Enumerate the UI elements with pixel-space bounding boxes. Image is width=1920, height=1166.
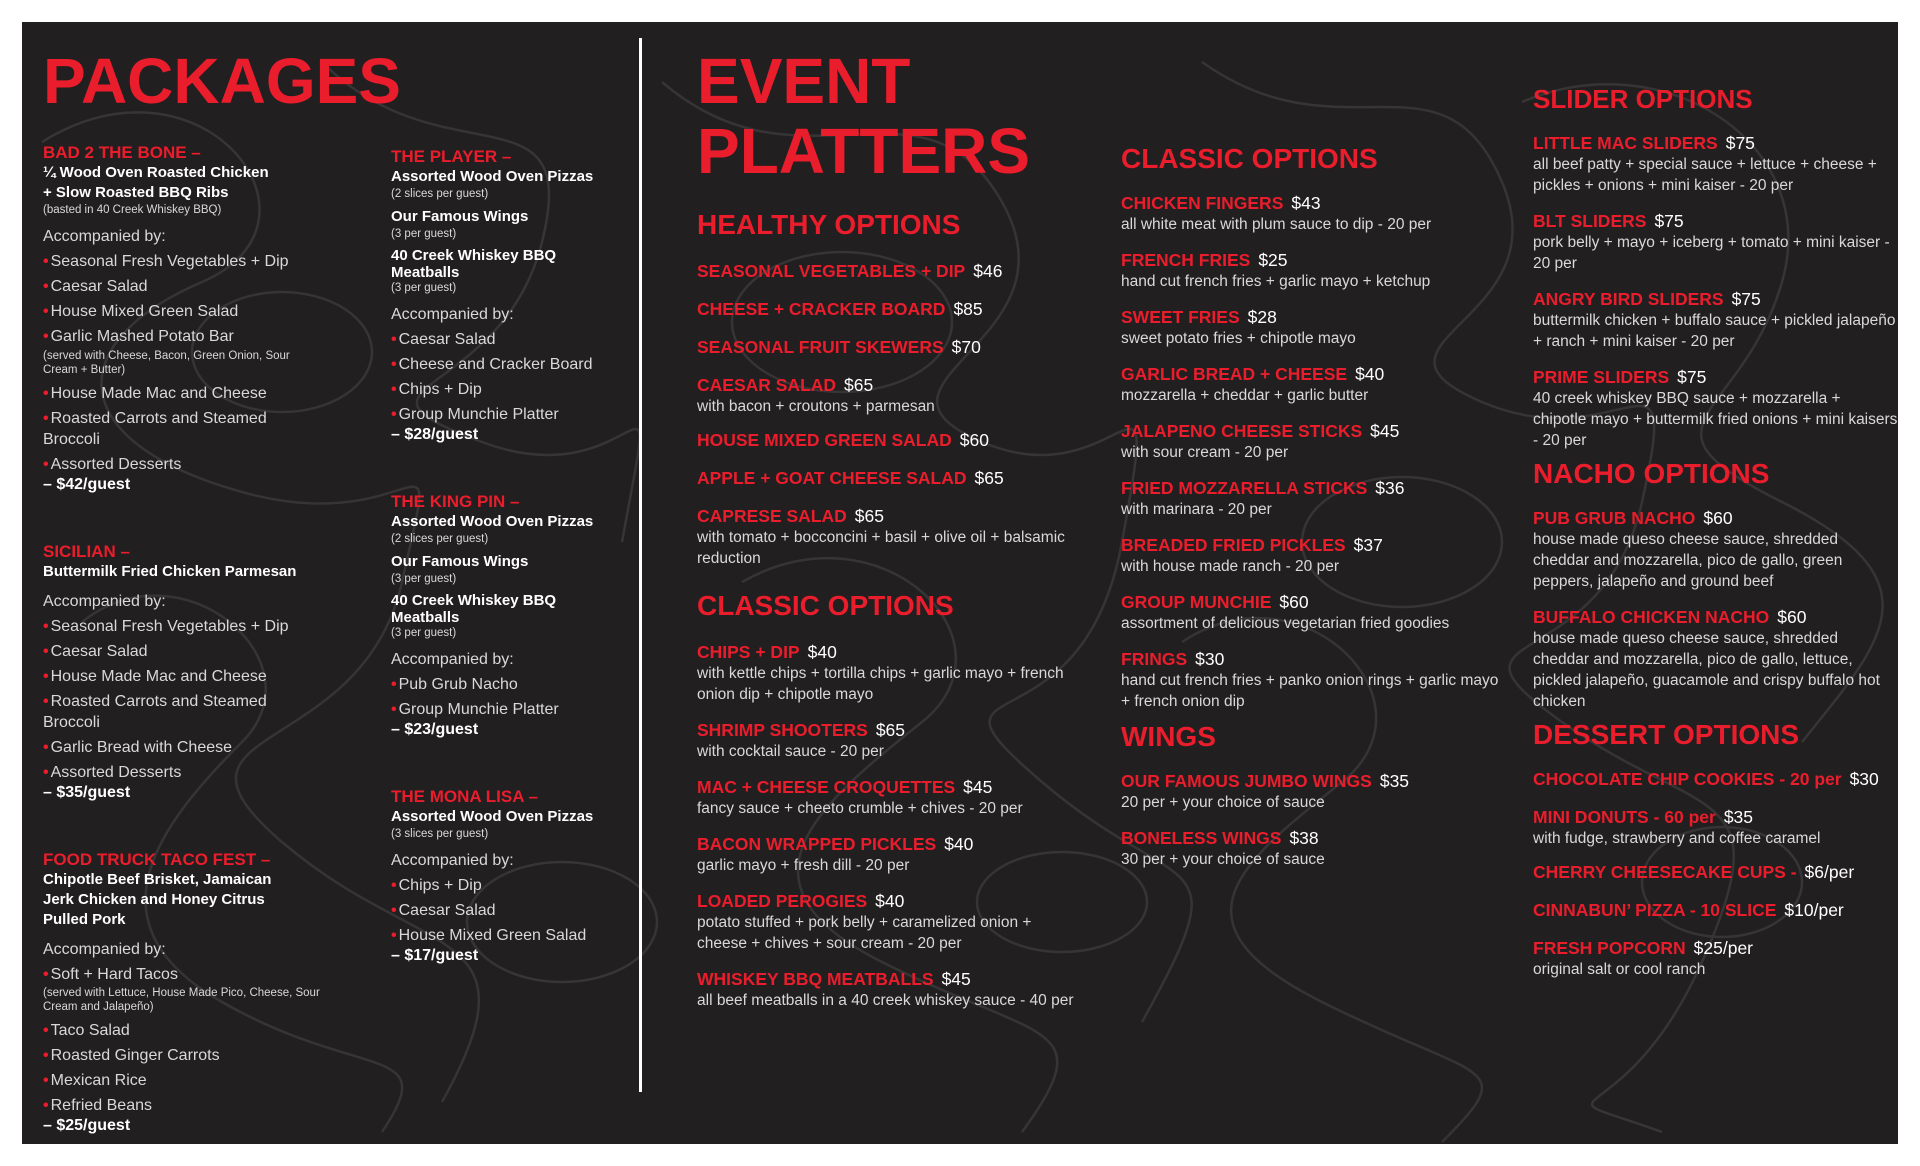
package-main-line: Assorted Wood Oven Pizzas xyxy=(391,513,594,530)
menu-item-name: MAC + CHEESE CROQUETTES xyxy=(697,777,956,797)
menu-item-price: $30 xyxy=(1195,649,1225,669)
menu-item xyxy=(697,968,1077,1011)
list-item: • Garlic Mashed Potato Bar xyxy=(43,328,234,345)
menu-item-description: 40 creek whiskey BBQ sauce + mozzarella + chipotle mayo + buttermilk fried onions + mini kaisers - 20 per xyxy=(1533,390,1898,449)
package-name: THE PLAYER – xyxy=(391,147,512,166)
packages-column-left xyxy=(43,45,401,1136)
menu-item-list xyxy=(1533,507,1898,712)
list-item: • Roasted Carrots and Steamed Broccoli xyxy=(43,410,267,448)
menu-item-description: 20 per + your choice of sauce xyxy=(1121,794,1325,811)
list-item: • Assorted Desserts xyxy=(43,456,182,473)
menu-item-price: $70 xyxy=(951,337,981,357)
menu-item-name: FRIED MOZZARELLA STICKS xyxy=(1121,478,1368,498)
menu-item-title-line xyxy=(1533,768,1898,790)
menu-item-name: OUR FAMOUS JUMBO WINGS xyxy=(1121,771,1372,791)
menu-item xyxy=(697,890,1077,954)
menu-item xyxy=(697,641,1077,705)
menu-item-description: with tomato + bocconcini + basil + olive oil + balsamic reduction xyxy=(697,529,1065,567)
section-heading: WINGS xyxy=(1121,721,1216,752)
list-item: • Refried Beans xyxy=(43,1097,152,1114)
menu-item-description: with fudge, strawberry and coffee caramel xyxy=(1533,830,1821,847)
menu-item-description: hand cut french fries + garlic mayo + ketchup xyxy=(1121,273,1431,290)
menu-item xyxy=(697,260,1077,282)
menu-item-description: with sour cream - 20 per xyxy=(1121,444,1289,461)
list-item: • Caesar Salad xyxy=(43,643,148,660)
menu-item xyxy=(1533,937,1898,980)
menu-item-price: $25/per xyxy=(1693,938,1754,958)
menu-item-name: HOUSE MIXED GREEN SALAD xyxy=(697,430,952,450)
menu-item-name: BLT SLIDERS xyxy=(1533,211,1647,231)
list-item: • House Mixed Green Salad xyxy=(43,303,239,320)
menu-item xyxy=(1533,210,1898,274)
menu-item-name: SWEET FRIES xyxy=(1121,307,1240,327)
menu-item-price: $75 xyxy=(1731,289,1761,309)
menu-item-description: original salt or cool ranch xyxy=(1533,961,1706,978)
column-divider xyxy=(639,38,642,1092)
section-heading: HEALTHY OPTIONS xyxy=(697,209,961,240)
menu-item-description: all beef patty + special sauce + lettuce + cheese + pickles + onions + mini kaiser - 20 per xyxy=(1533,156,1877,194)
menu-item xyxy=(1533,768,1898,790)
menu-item-name: CHEESE + CRACKER BOARD xyxy=(697,299,946,319)
package-main-line: ¼ Wood Oven Roasted Chicken xyxy=(43,164,269,181)
menu-item-price: $85 xyxy=(953,299,983,319)
package-name: THE MONA LISA – xyxy=(391,787,539,806)
menu-item-price: $40 xyxy=(875,891,905,911)
nacho-options-section xyxy=(1533,457,1898,712)
menu-item xyxy=(1121,477,1501,520)
classic-options-section xyxy=(697,589,1077,1011)
menu-item-list xyxy=(1121,192,1501,712)
menu-item-price: $60 xyxy=(1279,592,1309,612)
menu-item xyxy=(1121,534,1501,577)
package-price: – $35/guest xyxy=(43,784,131,801)
menu-item xyxy=(1121,192,1501,235)
menu-item-price: $43 xyxy=(1291,193,1321,213)
menu-item xyxy=(1121,770,1501,813)
accompanied-label: Accompanied by: xyxy=(43,593,166,610)
menu-item-name: GARLIC BREAD + CHEESE xyxy=(1121,364,1348,384)
menu-item-name: PRIME SLIDERS xyxy=(1533,367,1670,387)
package-name: BAD 2 THE BONE – xyxy=(43,143,201,162)
menu-item-name: WHISKEY BBQ MEATBALLS xyxy=(697,969,934,989)
menu-item xyxy=(1533,899,1898,921)
menu-item-price: $75 xyxy=(1677,367,1707,387)
accompanied-label: Accompanied by: xyxy=(391,852,514,869)
menu-item-name: FRENCH FRIES xyxy=(1121,250,1251,270)
menu-item-title-line xyxy=(697,641,1077,663)
menu-item-name: SEASONAL FRUIT SKEWERS xyxy=(697,337,944,357)
menu-item xyxy=(697,719,1077,762)
menu-item xyxy=(1533,288,1898,352)
menu-item-description: all beef meatballs in a 40 creek whiskey sauce - 40 per xyxy=(697,992,1074,1009)
list-item: • Caesar Salad xyxy=(391,331,496,348)
packages-column-right xyxy=(391,146,621,966)
menu-item-description: pork belly + mayo + iceberg + tomato + mini kaiser - 20 per xyxy=(1533,234,1890,272)
menu-item-price: $45 xyxy=(941,969,971,989)
menu-item-title-line xyxy=(1121,249,1501,271)
list-item: • Caesar Salad xyxy=(43,278,148,295)
menu-item-name: MINI DONUTS - 60 per xyxy=(1533,807,1716,827)
menu-item xyxy=(697,298,1077,320)
packages-title: PACKAGES xyxy=(43,45,401,117)
package-main-line: Our Famous Wings xyxy=(391,208,529,225)
list-item: • Taco Salad xyxy=(43,1022,130,1039)
menu-item-price: $45 xyxy=(963,777,993,797)
menu-item xyxy=(697,505,1077,569)
menu-item xyxy=(1121,591,1501,634)
menu-board xyxy=(22,22,1898,1144)
menu-item-price: $46 xyxy=(973,261,1003,281)
menu-item-description: house made queso cheese sauce, shredded cheddar and mozzarella, pico de gallo, lettuce, pickled jalapeño, guacamole and crispy buffalo hot chicken xyxy=(1533,630,1880,710)
menu-item-price: $30 xyxy=(1849,769,1879,789)
menu-item xyxy=(1533,507,1898,592)
package-note: (3 per guest) xyxy=(391,228,457,240)
menu-item xyxy=(1533,861,1898,883)
menu-item-title-line xyxy=(1121,770,1501,792)
menu-item-title-line xyxy=(1533,507,1898,529)
list-item: • Assorted Desserts xyxy=(43,764,182,781)
accompanied-label: Accompanied by: xyxy=(43,228,166,245)
classic-options-section xyxy=(1121,142,1501,712)
menu-item-name: CHOCOLATE CHIP COOKIES - 20 per xyxy=(1533,769,1842,789)
menu-item-title-line xyxy=(697,833,1077,855)
menu-item-title-line xyxy=(1533,899,1898,921)
menu-item-title-line xyxy=(697,429,1077,451)
package-price: – $25/guest xyxy=(43,1117,131,1134)
list-item: • House Made Mac and Cheese xyxy=(43,385,267,402)
menu-item-name: SHRIMP SHOOTERS xyxy=(697,720,868,740)
menu-item-title-line xyxy=(1121,306,1501,328)
list-item: • House Mixed Green Salad xyxy=(391,927,587,944)
menu-item-title-line xyxy=(1121,477,1501,499)
menu-item-title-line xyxy=(1533,288,1898,310)
menu-item-description: assortment of delicious vegetarian fried goodies xyxy=(1121,615,1450,632)
list-item: • Mexican Rice xyxy=(43,1072,147,1089)
menu-item-description: with bacon + croutons + parmesan xyxy=(697,398,935,415)
menu-item-price: $60 xyxy=(959,430,989,450)
menu-item-name: CHIPS + DIP xyxy=(697,642,800,662)
package-note: (basted in 40 Creek Whiskey BBQ) xyxy=(43,204,222,216)
menu-item-name: FRINGS xyxy=(1121,649,1188,669)
list-item: • Seasonal Fresh Vegetables + Dip xyxy=(43,253,289,270)
menu-item-title-line xyxy=(1533,132,1898,154)
section-heading: CLASSIC OPTIONS xyxy=(697,590,954,621)
menu-item-name: CHICKEN FINGERS xyxy=(1121,193,1284,213)
menu-item xyxy=(697,374,1077,417)
menu-item-description: with house made ranch - 20 per xyxy=(1121,558,1339,575)
menu-item xyxy=(697,776,1077,819)
menu-item-name: ANGRY BIRD SLIDERS xyxy=(1533,289,1724,309)
section-heading: DESSERT OPTIONS xyxy=(1533,719,1800,750)
package-note: (3 per guest) xyxy=(391,573,457,585)
package-name: THE KING PIN – xyxy=(391,492,520,511)
dessert-options-section xyxy=(1533,718,1898,980)
package-note: (3 slices per guest) xyxy=(391,828,489,840)
menu-item-price: $40 xyxy=(944,834,974,854)
package-main-line: Assorted Wood Oven Pizzas xyxy=(391,808,594,825)
menu-item xyxy=(1121,648,1501,712)
package-main-line: Chipotle Beef Brisket, Jamaican Jerk Chicken and Honey Citrus Pulled Pork xyxy=(43,871,272,928)
package-main-line: Our Famous Wings xyxy=(391,553,529,570)
accompanied-label: Accompanied by: xyxy=(391,651,514,668)
list-item: • Chips + Dip xyxy=(391,381,482,398)
menu-item-price: $60 xyxy=(1703,508,1733,528)
list-item: • Garlic Bread with Cheese xyxy=(43,739,233,756)
menu-item-name: BONELESS WINGS xyxy=(1121,828,1282,848)
package-bad-2-the-bone xyxy=(43,142,353,495)
menu-item-name: CAESAR SALAD xyxy=(697,375,837,395)
menu-item-price: $60 xyxy=(1777,607,1807,627)
slider-options-section xyxy=(1533,82,1898,451)
menu-item xyxy=(1533,806,1898,849)
menu-item-name: CINNABUN’ PIZZA - 10 SLICE xyxy=(1533,900,1777,920)
menu-item-price: $28 xyxy=(1247,307,1277,327)
package-price: – $17/guest xyxy=(391,947,479,964)
menu-item-description: sweet potato fries + chipotle mayo xyxy=(1121,330,1356,347)
menu-item-description: 30 per + your choice of sauce xyxy=(1121,851,1325,868)
menu-item xyxy=(1121,363,1501,406)
menu-item-description: fancy sauce + cheeto crumble + chives - 20 per xyxy=(697,800,1023,817)
package-food-truck-taco-fest xyxy=(43,849,353,1136)
menu-item-price: $6/per xyxy=(1804,862,1855,882)
package-note: (2 slices per guest) xyxy=(391,188,489,200)
section-heading: NACHO OPTIONS xyxy=(1533,458,1770,489)
package-note: (2 slices per guest) xyxy=(391,533,489,545)
menu-item-list xyxy=(1533,768,1898,980)
list-item: • Caesar Salad xyxy=(391,902,496,919)
package-price: – $28/guest xyxy=(391,426,479,443)
menu-item-list xyxy=(1533,132,1898,451)
menu-item-description: hand cut french fries + panko onion rings + garlic mayo + french onion dip xyxy=(1121,672,1499,710)
package-price: – $23/guest xyxy=(391,721,479,738)
package-main-line: + Slow Roasted BBQ Ribs xyxy=(43,184,229,201)
menu-item-price: $75 xyxy=(1725,133,1755,153)
menu-item-price: $38 xyxy=(1289,828,1319,848)
menu-item-title-line xyxy=(697,298,1077,320)
menu-item-name: LOADED PEROGIES xyxy=(697,891,868,911)
menu-item-list xyxy=(697,260,1077,569)
package-main-line: 40 Creek Whiskey BBQ Meatballs xyxy=(391,247,557,281)
menu-item-title-line xyxy=(697,336,1077,358)
menu-item-name: BACON WRAPPED PICKLES xyxy=(697,834,937,854)
menu-item xyxy=(1121,306,1501,349)
package-note: (3 per guest) xyxy=(391,627,457,639)
menu-item-title-line xyxy=(1533,861,1898,883)
menu-item xyxy=(1121,420,1501,463)
menu-item-name: SEASONAL VEGETABLES + DIP xyxy=(697,261,966,281)
platters-column-3 xyxy=(1533,82,1898,980)
package-note: (3 per guest) xyxy=(391,282,457,294)
menu-item xyxy=(1533,606,1898,712)
menu-item-description: with kettle chips + tortilla chips + garlic mayo + french onion dip + chipotle mayo xyxy=(697,665,1064,703)
menu-item xyxy=(1121,827,1501,870)
section-heading: SLIDER OPTIONS xyxy=(1533,84,1753,114)
menu-item-title-line xyxy=(1533,806,1898,828)
list-item: • Group Munchie Platter xyxy=(391,406,559,423)
menu-item xyxy=(697,429,1077,451)
menu-item-title-line xyxy=(697,505,1077,527)
package-price: – $42/guest xyxy=(43,476,131,493)
menu-item xyxy=(1121,249,1501,292)
menu-item-price: $65 xyxy=(854,506,884,526)
menu-item-name: CHERRY CHEESECAKE CUPS - xyxy=(1533,862,1797,882)
menu-item-title-line xyxy=(1533,210,1898,232)
menu-item-title-line xyxy=(1121,648,1501,670)
menu-item-price: $40 xyxy=(1355,364,1385,384)
healthy-options-section xyxy=(697,208,1077,569)
menu-item-price: $35 xyxy=(1723,807,1754,827)
menu-item-title-line xyxy=(1533,606,1898,628)
menu-item-name: LITTLE MAC SLIDERS xyxy=(1533,133,1718,153)
package-the-mona-lisa xyxy=(391,786,621,966)
section-heading: CLASSIC OPTIONS xyxy=(1121,143,1378,174)
list-item: • Group Munchie Platter xyxy=(391,701,559,718)
package-name: FOOD TRUCK TACO FEST – xyxy=(43,850,271,869)
menu-item-title-line xyxy=(1121,420,1501,442)
package-the-player xyxy=(391,146,621,445)
menu-item-name: JALAPENO CHEESE STICKS xyxy=(1121,421,1363,441)
menu-item-description: with marinara - 20 per xyxy=(1121,501,1272,518)
menu-item-title-line xyxy=(1121,534,1501,556)
accompanied-label: Accompanied by: xyxy=(43,941,166,958)
menu-item-title-line xyxy=(1121,192,1501,214)
menu-item-title-line xyxy=(697,890,1077,912)
list-item-note: (served with Cheese, Bacon, Green Onion, Sour Cream + Butter) xyxy=(43,350,290,376)
menu-item-name: PUB GRUB NACHO xyxy=(1533,508,1696,528)
menu-item-price: $37 xyxy=(1353,535,1383,555)
menu-item-price: $35 xyxy=(1379,771,1410,791)
menu-item xyxy=(1533,366,1898,451)
package-the-king-pin xyxy=(391,491,621,740)
package-name: SICILIAN – xyxy=(43,542,130,561)
menu-item xyxy=(697,833,1077,876)
menu-item-price: $75 xyxy=(1654,211,1684,231)
list-item-note: (served with Lettuce, House Made Pico, Cheese, Sour Cream and Jalapeño) xyxy=(43,987,320,1013)
menu-item-description: with cocktail sauce - 20 per xyxy=(697,743,884,760)
menu-item-name: APPLE + GOAT CHEESE SALAD xyxy=(697,468,967,488)
accompanied-label: Accompanied by: xyxy=(391,306,514,323)
platters-column-1 xyxy=(697,46,1077,1011)
list-item: • Cheese and Cracker Board xyxy=(391,356,593,373)
menu-item-name: FRESH POPCORN xyxy=(1533,938,1686,958)
menu-item-price: $65 xyxy=(974,468,1004,488)
menu-item-name: BUFFALO CHICKEN NACHO xyxy=(1533,607,1770,627)
list-item: • Chips + Dip xyxy=(391,877,482,894)
menu-item-price: $25 xyxy=(1258,250,1288,270)
package-main-line: Buttermilk Fried Chicken Parmesan xyxy=(43,563,297,580)
list-item: • House Made Mac and Cheese xyxy=(43,668,267,685)
package-main-line: Assorted Wood Oven Pizzas xyxy=(391,168,594,185)
menu-item-price: $45 xyxy=(1370,421,1400,441)
event-platters-title: EVENT PLATTERS xyxy=(697,45,1031,187)
menu-item-name: CAPRESE SALAD xyxy=(697,506,847,526)
package-main-line: 40 Creek Whiskey BBQ Meatballs xyxy=(391,592,557,626)
menu-item-title-line xyxy=(697,776,1077,798)
menu-item-description: house made queso cheese sauce, shredded cheddar and mozzarella, pico de gallo, green peppers, jalapeño and ground beef xyxy=(1533,531,1843,590)
platters-column-2 xyxy=(1121,142,1501,870)
menu-item-title-line xyxy=(697,467,1077,489)
menu-item-title-line xyxy=(697,968,1077,990)
menu-item-price: $65 xyxy=(844,375,874,395)
menu-item-price: $65 xyxy=(875,720,906,740)
menu-item-description: buttermilk chicken + buffalo sauce + pickled jalapeño + ranch + mini kaiser - 20 per xyxy=(1533,312,1896,350)
list-item: • Seasonal Fresh Vegetables + Dip xyxy=(43,618,289,635)
menu-item-description: potato stuffed + pork belly + caramelized onion + cheese + chives + sour cream - 20 per xyxy=(697,914,1032,952)
menu-item-description: mozzarella + cheddar + garlic butter xyxy=(1121,387,1369,404)
menu-item-price: $40 xyxy=(807,642,837,662)
menu-item-title-line xyxy=(1121,363,1501,385)
menu-item xyxy=(697,336,1077,358)
list-item: • Soft + Hard Tacos xyxy=(43,966,178,983)
menu-item-list xyxy=(1121,770,1501,870)
menu-item xyxy=(697,467,1077,489)
menu-item-name: GROUP MUNCHIE xyxy=(1121,592,1272,612)
menu-item-title-line xyxy=(697,260,1077,282)
menu-item-title-line xyxy=(697,719,1077,741)
package-sicilian xyxy=(43,541,353,803)
menu-item-description: garlic mayo + fresh dill - 20 per xyxy=(697,857,910,874)
menu-item-title-line xyxy=(1121,591,1501,613)
menu-item-description: all white meat with plum sauce to dip - 20 per xyxy=(1121,216,1432,233)
menu-item-title-line xyxy=(1533,937,1898,959)
menu-item-name: BREADED FRIED PICKLES xyxy=(1121,535,1346,555)
menu-item-price: $36 xyxy=(1375,478,1405,498)
menu-item-title-line xyxy=(697,374,1077,396)
menu-item-title-line xyxy=(1533,366,1898,388)
menu-item-list xyxy=(697,641,1077,1011)
menu-item-title-line xyxy=(1121,827,1501,849)
list-item: • Pub Grub Nacho xyxy=(391,676,518,693)
wings-section xyxy=(1121,720,1501,870)
list-item: • Roasted Ginger Carrots xyxy=(43,1047,220,1064)
menu-item-price: $10/per xyxy=(1784,900,1844,920)
menu-item xyxy=(1533,132,1898,196)
list-item: • Roasted Carrots and Steamed Broccoli xyxy=(43,693,267,731)
